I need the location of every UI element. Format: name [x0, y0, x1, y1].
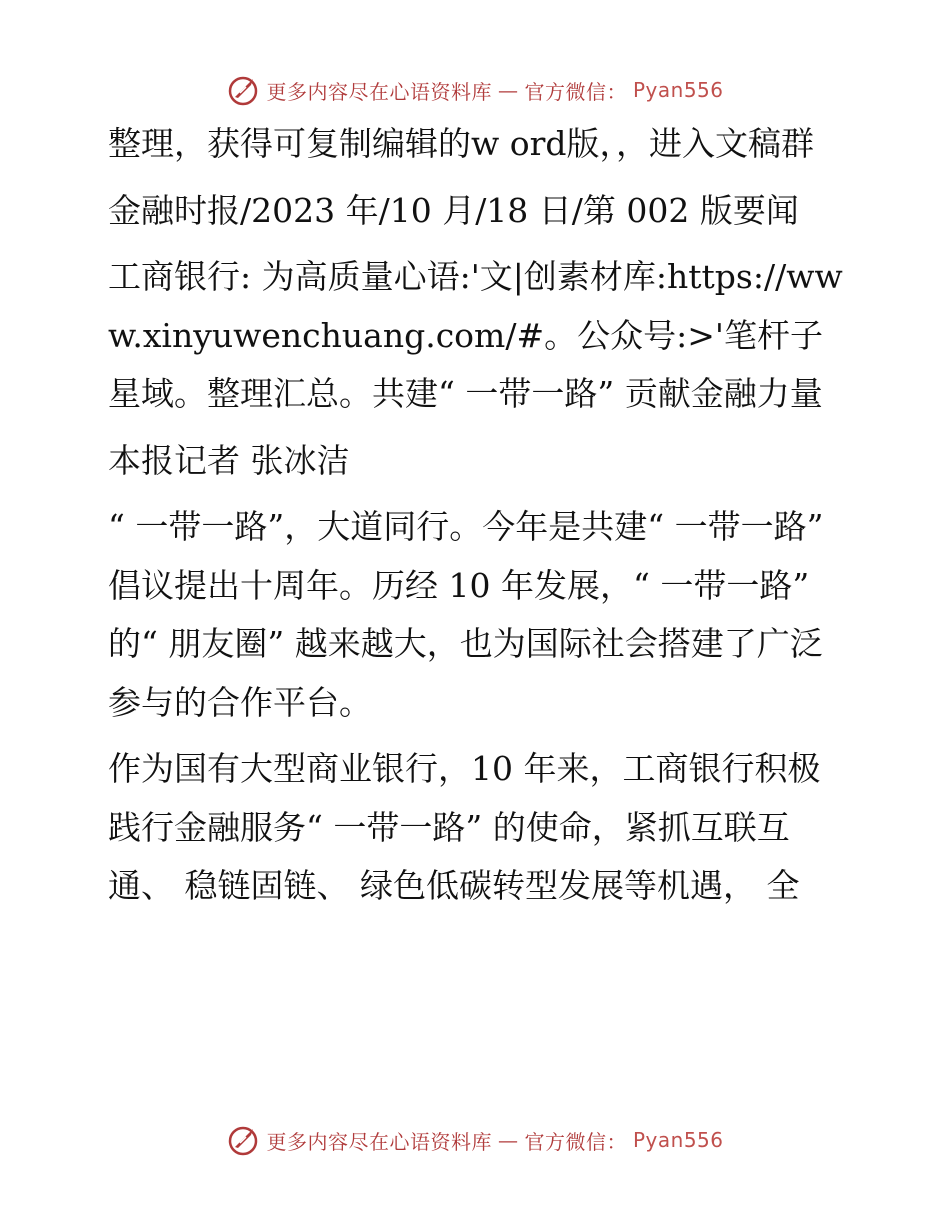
wechat-id: Pyan556	[632, 1128, 724, 1152]
body-paragraph-2: 作为国有大型商业银行，10 年来，工商银行积极践行金融服务“ 一带一路” 的使命，紧抓互联互通、 稳链固链、 绿色低碳转型发展等机遇， 全	[108, 749, 821, 905]
wechat-id: Pyan556	[632, 78, 724, 102]
banner-text: 更多内容尽在心语资料库	[266, 1129, 492, 1154]
quill-pen-logo-icon	[226, 73, 260, 107]
banner-dash: —	[497, 1128, 519, 1152]
byline: 本报记者 张冰洁	[108, 440, 350, 480]
source-line: 金融时报/2023 年/10 月/18 日/第 002 版要闻	[108, 190, 799, 230]
wechat-label: 官方微信：	[524, 79, 627, 104]
document-body	[98, 115, 850, 924]
headline-paragraph: 工商银行: 为高质量心语:'文|创素材库:https://www.xinyuwenchuang.com/#。公众号:>'笔杆子星域。整理汇总。共建“ 一带一路” 贡献金融力量	[108, 257, 843, 413]
watermark-banner	[226, 73, 723, 107]
wechat-label: 官方微信：	[524, 1129, 627, 1154]
body-paragraph-1: “ 一带一路”，大道同行。今年是共建“ 一带一路” 倡议提出十周年。历经 10 年发展，“ 一带一路” 的“ 朋友圈” 越来越大，也为国际社会搭建了广泛参与的合作平台。	[108, 507, 824, 722]
banner-dash: —	[497, 78, 519, 102]
quill-pen-logo-icon	[226, 1123, 260, 1157]
page-header	[0, 70, 950, 110]
intro-paragraph: 整理，获得可复制编辑的w ord版，，进入文稿群	[108, 124, 815, 163]
watermark-banner	[226, 1123, 723, 1157]
banner-text: 更多内容尽在心语资料库	[266, 79, 492, 104]
page-footer	[0, 1120, 950, 1160]
